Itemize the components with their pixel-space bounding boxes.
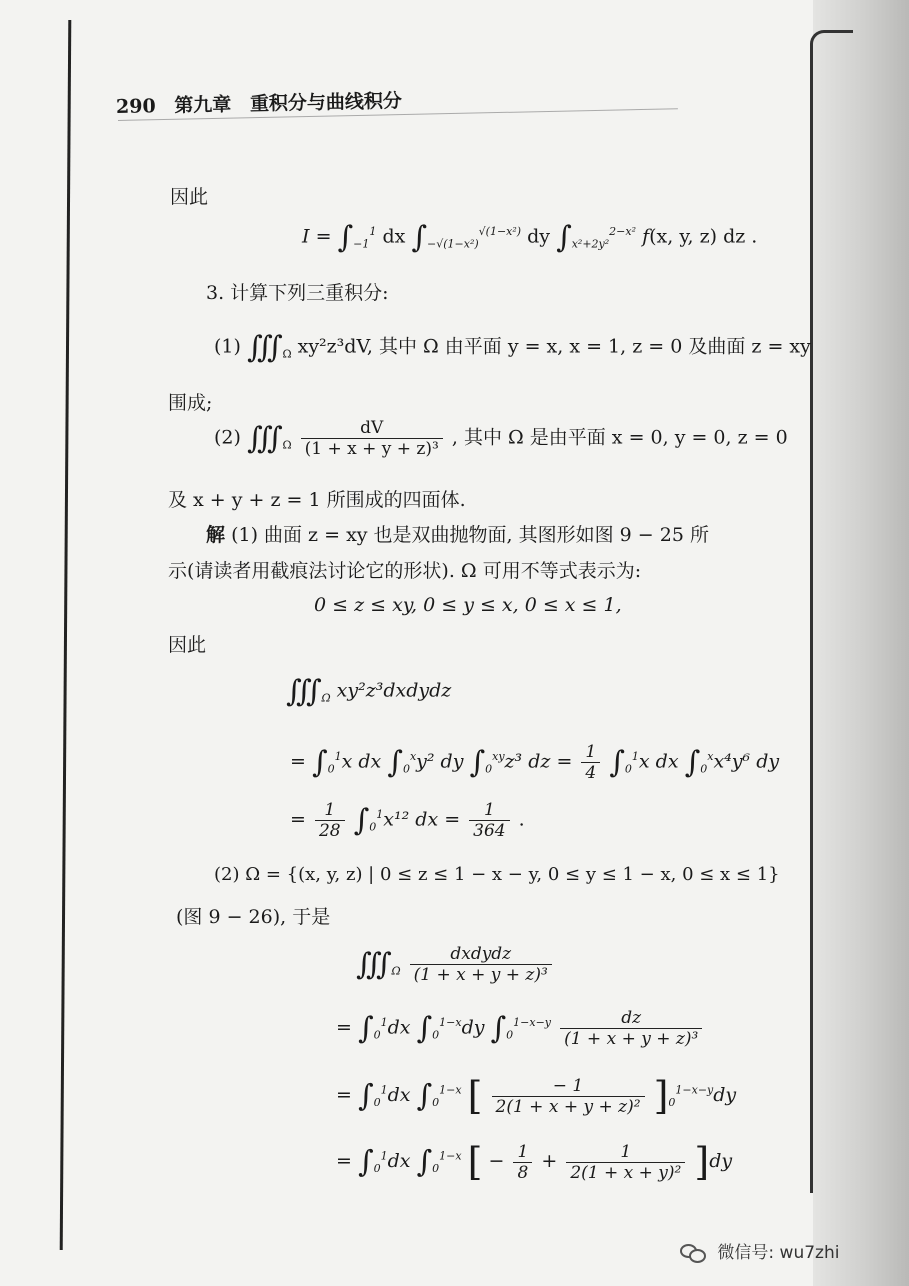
solution-label: 解 (206, 524, 226, 546)
frac-dV-den: (1 + x + y + z)³ (304, 439, 439, 459)
book-page (70, 0, 810, 1286)
frac-eighth-den: 8 (517, 1162, 529, 1183)
eval-line-1: = $\int_0^1x$ dx $\int_0^xy^2$ dy $\int_0^{xy}z^3$ dz = $\frac{1}{4}$ $\int_0^1x$ dx $\int_0^xx^4y^6$ dy (290, 742, 780, 783)
solution-1 (206, 520, 709, 547)
question-3-1: (1) $∭_\Omega$ xy²z³dV, 其中 Ω 由平面 y = x, x = 1, z = 0 及曲面 z = xy (214, 330, 811, 365)
frac-eighth-num: 1 (513, 1142, 532, 1163)
page-right-fold (810, 30, 853, 1193)
frac-364-den: 364 (473, 821, 506, 841)
frac-28-num: 1 (315, 800, 345, 821)
question-3: 3. 计算下列三重积分: (206, 282, 389, 304)
frac-dz-num: dz (560, 1008, 702, 1029)
eval2-line-3: = $\int_0^1dx$ $\int_0^{1-x}$ [ − $\frac{1}{8}$ + $\frac{1}{\text{2(1 + x + y)²}}$ ]dy (336, 1140, 733, 1184)
chapter-title: 重积分与曲线积分 (249, 90, 403, 116)
wechat-id-label: 微信号: wu7zhi (717, 1243, 840, 1263)
frac-quarter (581, 742, 600, 783)
therefore-1: 因此 (170, 186, 209, 208)
frac-last (566, 1142, 685, 1183)
frac-dxdydz (410, 944, 552, 985)
frac-dV (301, 418, 443, 459)
q3-2-text: , 其中 Ω 是由平面 x = 0, y = 0, z = 0 (451, 426, 788, 449)
frac-quarter-den: 4 (585, 763, 597, 783)
q3-2-cont: 及 x + y + z = 1 所围成的四面体. (168, 489, 466, 511)
frac-dxdydz-den: (1 + x + y + z)³ (413, 965, 548, 985)
frac-eighth (513, 1142, 532, 1183)
wechat-icon (680, 1244, 706, 1262)
frac-minus-one (492, 1076, 645, 1117)
q3-1-cont: 围成; (168, 392, 213, 414)
solution-1b: 示(请读者用截痕法讨论它的形状). Ω 可用不等式表示为: (168, 560, 642, 582)
frac-dz (560, 1008, 702, 1049)
frac-364-num: 1 (469, 800, 509, 821)
triple-integral-2: $∭_\Omega$ $\frac{\text{dxdydz}}{\text{(1 + x + y + z)³}}$ (356, 944, 555, 985)
frac-dV-num: dV (301, 418, 443, 439)
frac-quarter-num: 1 (581, 742, 600, 763)
solution-2: (2) Ω = {(x, y, z) | 0 ≤ z ≤ 1 − x − y, 0 ≤ y ≤ 1 − x, 0 ≤ x ≤ 1} (214, 864, 780, 885)
q3-2-label: (2) (214, 426, 241, 449)
question-3-2: (2) $∭_\Omega$ $\frac{dV}{\text{(1 + x + y + z)³}}$ , 其中 Ω 是由平面 x = 0, y = 0, z = 0 (214, 418, 788, 459)
eval2-line-1: = $\int_0^1dx$ $\int_0^{1-x}dy$ $\int_0^{1-x-y}$ $\frac{dz}{\text{(1 + x + y + z)³}}$ (336, 1008, 705, 1049)
formula-I-symbol: I (302, 225, 310, 248)
q3-1-text: xy²z³dV, 其中 Ω 由平面 y = x, x = 1, z = 0 及曲面 z = xy (297, 335, 811, 358)
frac-364 (469, 800, 509, 841)
wechat-id-badge (680, 1238, 839, 1263)
frac-last-den: 2(1 + x + y)² (570, 1162, 682, 1183)
triple-integral-lhs: $∭_\Omega$ xy²z³dxdydz (286, 674, 452, 709)
frac-dz-den: (1 + x + y + z)³ (564, 1029, 699, 1049)
page-number: 290 (115, 95, 156, 118)
inequalities: 0 ≤ z ≤ xy, 0 ≤ y ≤ x, 0 ≤ x ≤ 1, (314, 594, 622, 616)
frac-last-num: 1 (566, 1142, 685, 1163)
frac-dxdydz-num: dxdydz (410, 944, 552, 965)
frac-28-den: 28 (318, 821, 341, 841)
frac-minus-one-num: − 1 (492, 1076, 645, 1097)
frac-28 (315, 800, 345, 841)
chapter-label: 第九章 (174, 93, 232, 117)
frac-minus-one-den: 2(1 + x + y + z)² (495, 1096, 641, 1117)
eval2-line-2: = $\int_0^1dx$ $\int_0^{1-x}$ [ $\frac{- 1}{\text{2(1 + x + y + z)²}}$ ]$_0^{1-x-y}dy$ (336, 1074, 737, 1118)
therefore-2: 因此 (168, 634, 207, 656)
solution-2b: (图 9 − 26), 于是 (176, 906, 331, 928)
triple-integral-integrand: xy²z³dxdydz (336, 679, 452, 702)
formula-I: $I = \int_{-1}^1$ dx $\int_{-√(1-x^2)}^{√(1-x^2)}$ dy $\int_{x^2+2y^2}^{2-x^2}$ f(x, y, z) dz . (302, 220, 758, 255)
q3-1-label: (1) (214, 335, 241, 358)
eval-line-2: = $\frac{1}{28}$ $\int_0^1x^{12}$ dx = $\frac{1}{364}$ . (290, 800, 525, 841)
solution-1-text: (1) 曲面 z = xy 也是双曲抛物面, 其图形如图 9 − 25 所 (231, 524, 709, 546)
